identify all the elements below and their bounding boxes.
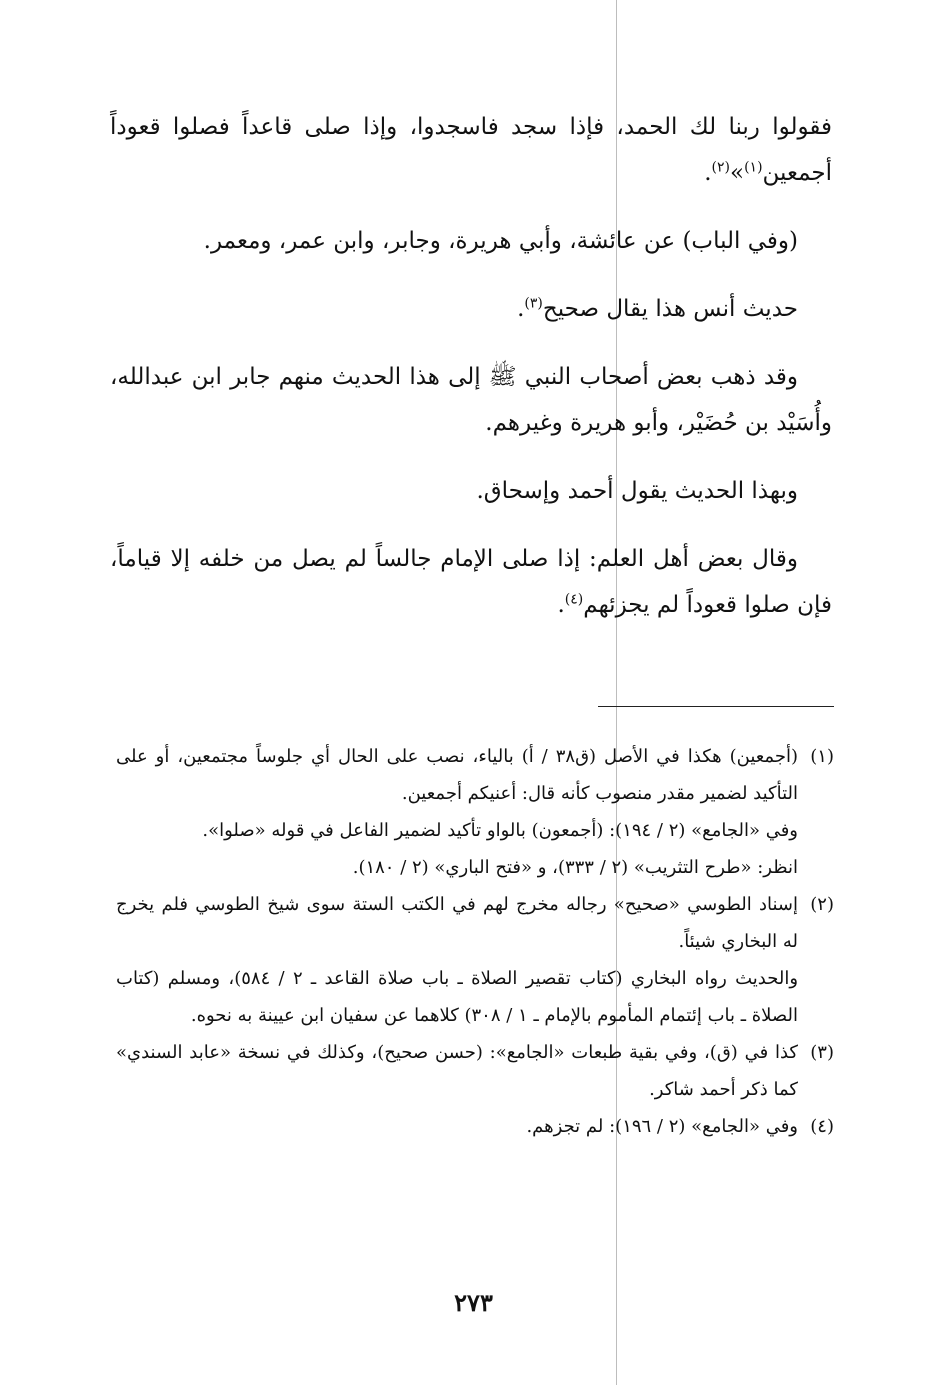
footnote-paragraph: والحديث رواه البخاري (كتاب تقصير الصلاة ـ باب صلاة القاعد ـ ٢ / ٥٨٤)، ومسلم (كتاب الصلاة ـ باب إئتمام المأموم بالإمام ـ ١ / ٣٠٨) كلاهما عن سفيان ابن عيينة به نحوه. — [116, 968, 799, 1026]
footnote-4 — [116, 1108, 834, 1145]
footnote-separator — [598, 706, 834, 707]
footnote-paragraph: انظر: «طرح التثريب» (٢ / ٣٣٣)، و «فتح الباري» (٢ / ١٨٠). — [352, 857, 798, 878]
footnote-number: (٤) — [810, 1116, 834, 1137]
footnote-3 — [116, 1034, 834, 1108]
footnote-1 — [116, 738, 834, 886]
footnote-number: (٣) — [810, 1042, 834, 1063]
footnote-paragraph: (أجمعين) هكذا في الأصل (ق٣٨ / أ) بالياء، نصب على الحال أي جلوساً مجتمعين، أو على التأكيد لضمير مقدر منصوب كأنه قال: أعنيكم أجمعين. — [116, 746, 798, 804]
main-text — [110, 104, 832, 650]
footnote-2 — [116, 886, 834, 1034]
footnote-number: (٢) — [810, 894, 834, 915]
footnote-paragraph: وفي «الجامع» (٢ / ١٩٤): (أجمعون) بالواو تأكيد لضمير الفاعل في قوله «صلوا». — [202, 820, 798, 841]
paragraph-4: وقد ذهب بعض أصحاب النبي ﷺ إلى هذا الحديث منهم جابر ابن عبدالله، وأُسَيْد بن حُضَيْر، وأبو هريرة وغيرهم. — [110, 364, 832, 436]
footnote-ref-1: (١) — [744, 159, 763, 176]
footnote-paragraph: إسناد الطوسي «صحيح» رجاله مخرج لهم في الكتب الستة سوى شيخ الطوسي فلم يخرج له البخاري شيئاً. — [116, 894, 798, 952]
footnote-ref-2: (٢) — [711, 159, 730, 176]
footnote-paragraph: وفي «الجامع» (٢ / ١٩٦): لم تجزهم. — [526, 1116, 798, 1137]
paragraph-2: (وفي الباب) عن عائشة، وأبي هريرة، وجابر، وابن عمر، ومعمر. — [203, 228, 798, 254]
paragraph-1: فقولوا ربنا لك الحمد، فإذا سجد فاسجدوا، وإذا صلى قاعداً فصلوا قعوداً أجمعين$^{(١)}$»$^{(٢)}$. — [110, 114, 832, 186]
paragraph-3: حديث أنس هذا يقال صحيح$^{(٣)}$. — [517, 295, 798, 322]
footnote-number: (١) — [810, 746, 834, 767]
footnote-ref-3: (٣) — [524, 295, 543, 312]
footnotes — [116, 738, 834, 1145]
paragraph-5: وبهذا الحديث يقول أحمد وإسحاق. — [476, 478, 798, 504]
footnote-paragraph: كذا في (ق)، وفي بقية طبعات «الجامع»: (حسن صحيح)، وكذلك في نسخة «عابد السندي» كما ذكر أحمد شاكر. — [116, 1042, 798, 1100]
paragraph-6: وقال بعض أهل العلم: إذا صلى الإمام جالساً لم يصل من خلفه إلا قياماً، فإن صلوا قعوداً لم يجزئهم$^{(٤)}$. — [110, 546, 832, 618]
footnote-ref-4: (٤) — [564, 591, 584, 608]
page-number: ٢٧٣ — [454, 1288, 493, 1317]
